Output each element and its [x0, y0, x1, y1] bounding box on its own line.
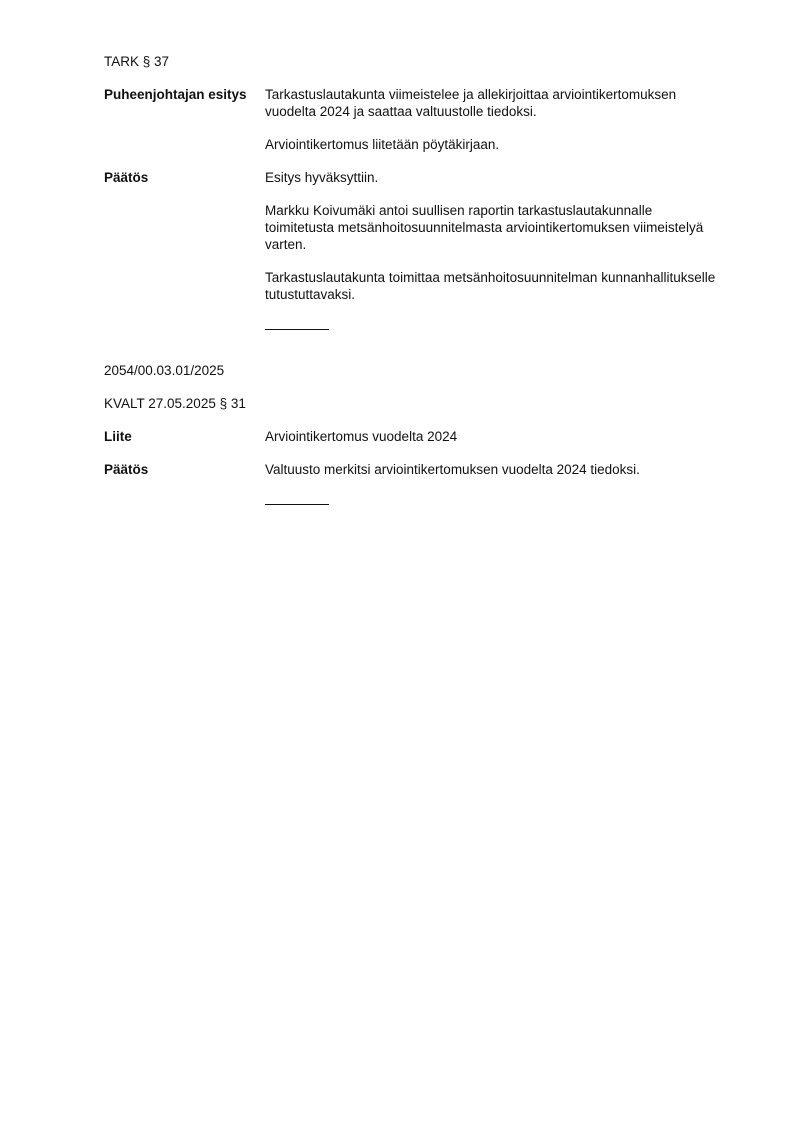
- paragraph: Tarkastuslautakunta toimittaa metsänhoitosuunnitelman kunnanhallitukselle tutustuttavaksi.: [265, 270, 716, 302]
- paragraph: Esitys hyväksyttiin.: [265, 170, 379, 185]
- content-paatos-1: [265, 169, 724, 303]
- paragraph: Arviointikertomus vuodelta 2024: [265, 429, 458, 444]
- label-paatos: Päätös: [104, 462, 149, 477]
- row-paatos-2: [104, 461, 724, 478]
- content-puheenjohtajan-esitys: [265, 86, 724, 153]
- paragraph: Markku Koivumäki antoi suullisen raportin tarkastuslautakunnalle toimitetusta metsänhoitosuunnitelmasta arviointikertomuksen viimeistelyä varten.: [265, 203, 704, 252]
- paragraph: Tarkastuslautakunta viimeistelee ja allekirjoittaa arviointikertomuksen vuodelta 2024 ja saattaa valtuustolle tiedoksi.: [265, 87, 677, 119]
- label-puheenjohtajan-esitys: Puheenjohtajan esitys: [104, 87, 247, 102]
- paragraph: Arviointikertomus liitetään pöytäkirjaan.: [265, 137, 500, 152]
- content-paatos-2: [265, 461, 724, 478]
- row-puheenjohtajan-esitys: [104, 86, 724, 153]
- content-liite: [265, 428, 724, 445]
- kvalt-reference: KVALT 27.05.2025 § 31: [104, 396, 246, 411]
- row-liite: [104, 428, 724, 445]
- label-paatos: Päätös: [104, 170, 149, 185]
- tark-reference: TARK § 37: [104, 54, 170, 69]
- paragraph: Valtuusto merkitsi arviointikertomuksen vuodelta 2024 tiedoksi.: [265, 462, 640, 477]
- row-paatos-1: [104, 169, 724, 303]
- document-page: [104, 53, 724, 505]
- label-liite: Liite: [104, 429, 132, 444]
- record-id: 2054/00.03.01/2025: [104, 363, 225, 378]
- separator-rule: [265, 504, 329, 505]
